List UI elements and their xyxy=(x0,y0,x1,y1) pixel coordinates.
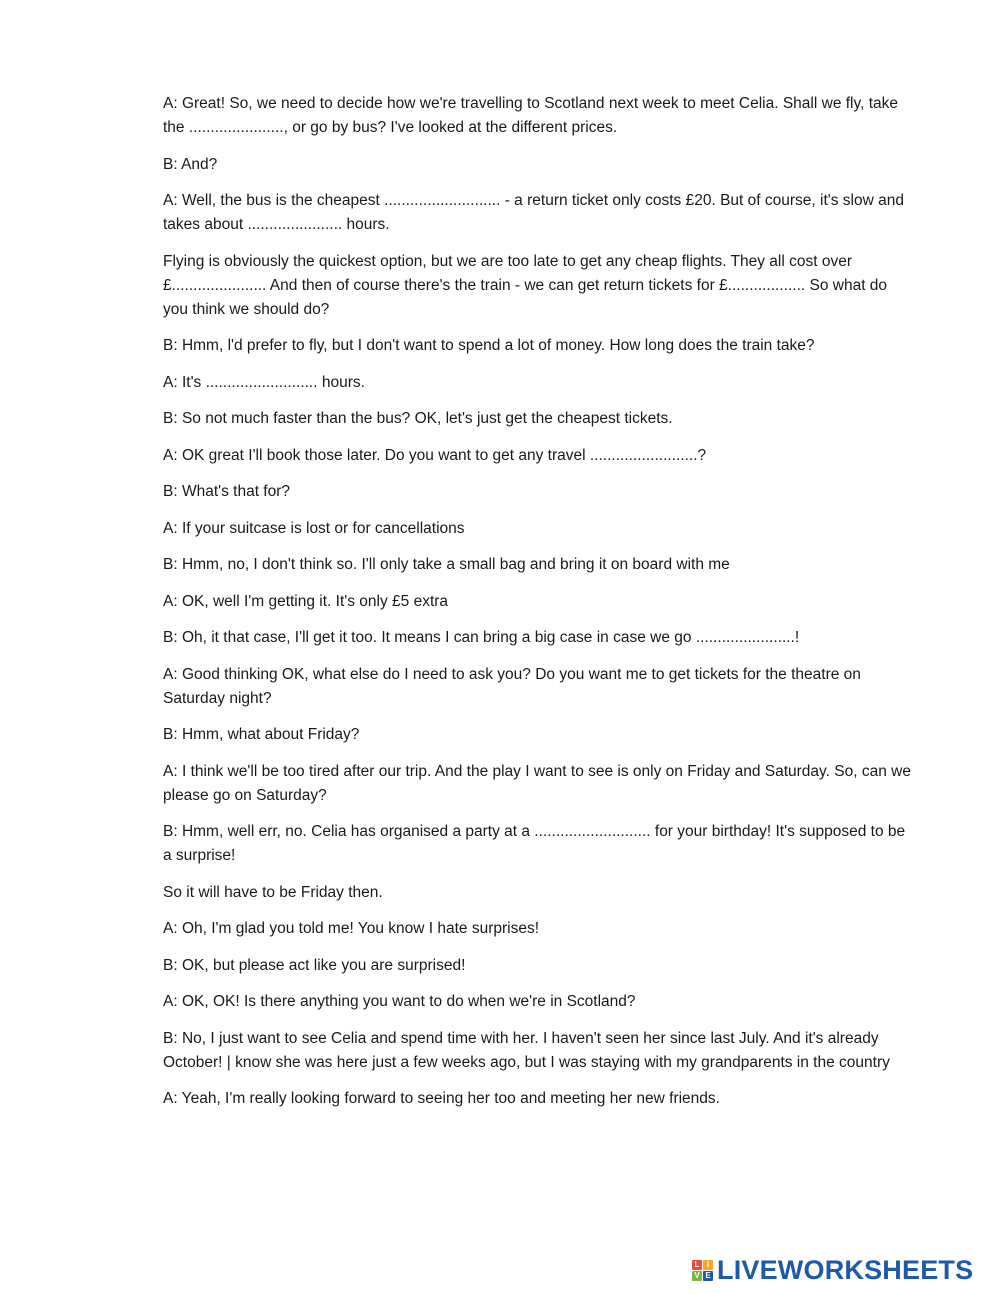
dialogue-line: A: I think we'll be too tired after our trip. And the play I want to see is only on Friday and Saturday. So, can we please go on Saturday? xyxy=(163,762,911,804)
dialogue-line: A: If your suitcase is lost or for cancellations xyxy=(163,519,465,537)
dialogue-line: A: OK, OK! Is there anything you want to do when we're in Scotland? xyxy=(163,993,636,1010)
logo-letter: V xyxy=(692,1271,702,1281)
dialogue-line: A: It's .......................... hours. xyxy=(163,373,365,391)
dialogue-line: B: Hmm, no, I don't think so. I'll only take a small bag and bring it on board with me xyxy=(163,556,730,573)
dialogue-line: B: What's that for? xyxy=(163,483,291,500)
logo-letter: I xyxy=(703,1260,713,1270)
dialogue-line: A: Good thinking OK, what else do I need to ask you? Do you want me to get tickets for the theatre on Saturday night? xyxy=(163,665,861,707)
dialogue-line: A: Well, the bus is the cheapest ........................... - a return ticket only costs £20. But of course, it's slow and takes about ...................... hours. xyxy=(163,192,904,233)
dialogue-line: A: Oh, I'm glad you told me! You know I hate surprises! xyxy=(163,920,540,937)
dialogue-line: B: And? xyxy=(163,155,218,173)
dialogue-line: A: OK great I'll book those later. Do you want to get any travel .........................? xyxy=(163,446,707,464)
dialogue-line: B: Hmm, well err, no. Celia has organised a party at a ........................... for your birthday! It's supposed to be a surprise! xyxy=(163,823,906,864)
liveworksheets-brand xyxy=(692,1256,973,1284)
dialogue-line: B: Hmm, l'd prefer to fly, but I don't want to spend a lot of money. How long does the train take? xyxy=(163,337,815,354)
dialogue-line: Flying is obviously the quickest option, but we are too late to get any cheap flights. They all cost over £...................... And then of course there's the train - we can get return tickets for £.................. So what do you think we should do? xyxy=(163,252,888,318)
dialogue-line: So it will have to be Friday then. xyxy=(163,883,383,901)
liveworksheets-logo-icon xyxy=(692,1260,713,1281)
dialogue-line: B: OK, but please act like you are surprised! xyxy=(163,956,466,974)
dialogue-line: B: So not much faster than the bus? OK, let's just get the cheapest tickets. xyxy=(163,410,673,427)
document-body xyxy=(163,92,911,1124)
brand-wordmark: LIVEWORKSHEETS xyxy=(717,1255,974,1285)
dialogue-line: B: No, I just want to see Celia and spend time with her. I haven't seen her since last July. And it's already October! | know she was here just a few weeks ago, but I was staying with my grandparents in the country xyxy=(163,1029,890,1071)
dialogue-line: B: Oh, it that case, I'll get it too. It means I can bring a big case in case we go .......................! xyxy=(163,629,800,646)
dialogue-line: B: Hmm, what about Friday? xyxy=(163,726,360,743)
dialogue-line: A: Great! So, we need to decide how we're travelling to Scotland next week to meet Celia. Shall we fly, take the ......................, or go by bus? I've looked at the different prices. xyxy=(163,95,899,136)
logo-letter: E xyxy=(703,1271,713,1281)
dialogue-line: A: Yeah, I'm really looking forward to seeing her too and meeting her new friends. xyxy=(163,1090,720,1107)
logo-letter: L xyxy=(692,1260,702,1270)
dialogue-line: A: OK, well I'm getting it. It's only £5 extra xyxy=(163,592,449,610)
